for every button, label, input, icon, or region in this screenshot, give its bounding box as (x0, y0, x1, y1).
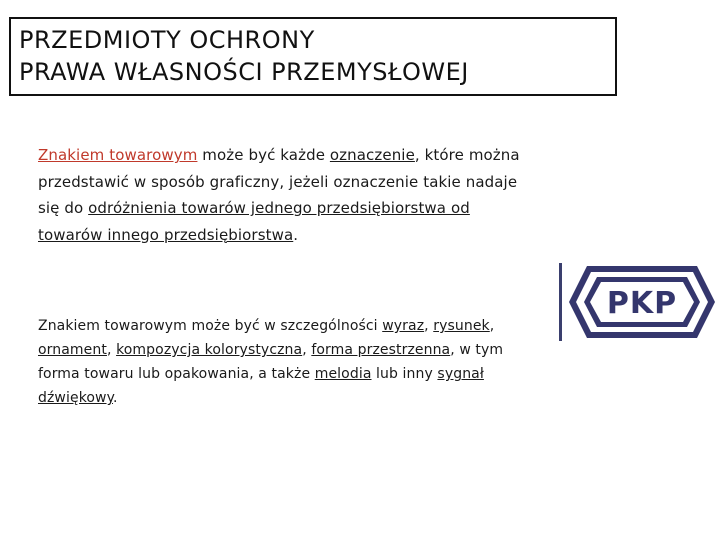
term-forma: forma przestrzenna (311, 342, 451, 358)
term-trademark: Znakiem towarowym (38, 146, 198, 164)
pkp-logo (567, 264, 717, 340)
title-line-2: PRAWA WŁASNOŚCI PRZEMYSŁOWEJ (19, 58, 469, 86)
title-line-1: PRZEDMIOTY OCHRONY (19, 26, 315, 54)
term-oznaczenie: oznaczenie (329, 146, 415, 164)
term-distinguishing: odróżnienia towarów jednego przedsiębiorstwa od towarów innego przedsiębiorstwa (38, 199, 470, 244)
text-segment: . (113, 390, 118, 406)
text-segment: , w tym forma towaru lub opakowania, a także (38, 342, 504, 382)
text-segment: lub inny (371, 366, 438, 382)
text-segment: może być każde (197, 146, 330, 164)
term-sygnal: sygnał dźwiękowy (38, 366, 484, 406)
text-segment: . (293, 225, 299, 244)
term-rysunek: rysunek (433, 318, 490, 334)
text-segment: , (302, 342, 312, 358)
term-wyraz: wyraz (382, 318, 425, 334)
title-box (9, 17, 617, 96)
text-segment: Znakiem towarowym może być w szczególności (38, 318, 383, 334)
text-segment: , (489, 318, 495, 334)
text-segment: , (424, 318, 434, 334)
paragraph-definition (38, 142, 538, 248)
text-segment: , (106, 342, 117, 358)
paragraph-examples (38, 314, 508, 410)
term-kompozycja: kompozycja kolorystyczna (116, 342, 303, 358)
term-ornament: ornament (38, 342, 107, 358)
logo-divider (559, 263, 562, 341)
pkp-logo-graphic (567, 264, 717, 340)
text-segment: , które można przedstawić w sposób graficzny, jeżeli oznaczenie takie nadaje się do (38, 146, 520, 217)
term-melodia: melodia (314, 366, 372, 382)
logo-text: PKP (606, 286, 678, 321)
